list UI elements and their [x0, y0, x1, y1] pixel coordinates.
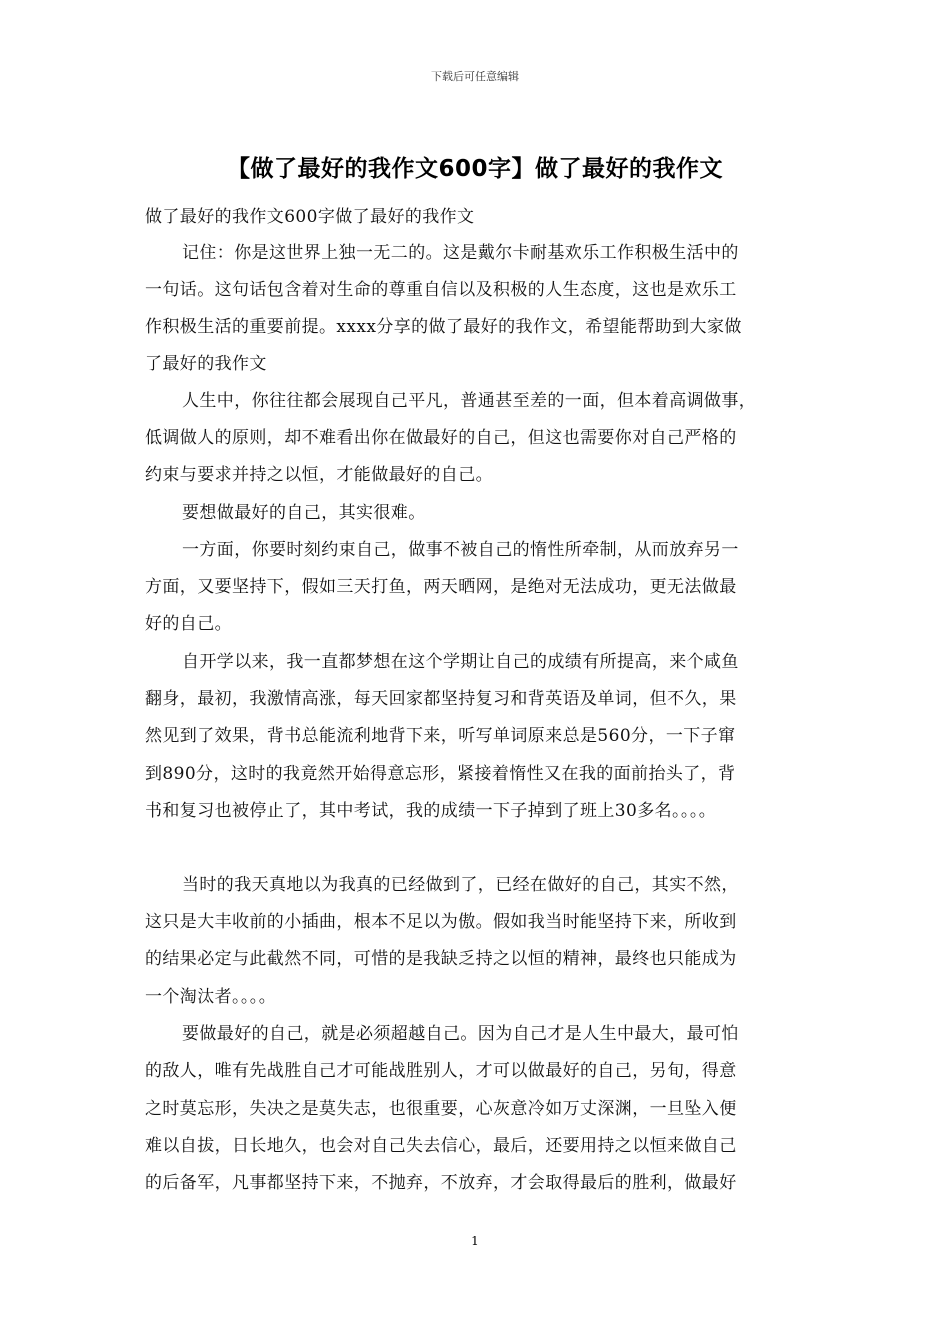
text-line: 然见到了效果，背书总能流利地背下来，听写单词原来总是560分，一下子窜: [145, 726, 736, 746]
text-line: 这只是大丰收前的小插曲，根本不足以为傲。假如我当时能坚持下来，所收到: [145, 912, 737, 932]
text-line: 好的自己。: [145, 614, 232, 634]
text-line: 的结果必定与此截然不同，可惜的是我缺乏持之以恒的精神，最终也只能成为: [145, 949, 737, 969]
text-line: 一方面，你要时刻约束自己，做事不被自己的惰性所牵制，从而放弃另一: [182, 540, 739, 560]
text-line: 方面，又要坚持下，假如三天打鱼，两天晒网，是绝对无法成功，更无法做最: [145, 577, 737, 597]
text-line: 一个淘汰者。。。。: [145, 987, 277, 1007]
text-line: 当时的我天真地以为我真的已经做到了，已经在做好的自己，其实不然，: [182, 875, 739, 895]
text-line: 到890分，这时的我竟然开始得意忘形，紧接着惰性又在我的面前抬头了，背: [145, 764, 736, 784]
page-number: 1: [471, 1234, 479, 1248]
text-line: 要做最好的自己，就是必须超越自己。因为自己才是人生中最大，最可怕: [182, 1024, 739, 1044]
document-title: 【做了最好的我作文600字】做了最好的我作文: [226, 156, 723, 182]
text-line: 人生中，你往往都会展现自己平凡，普通甚至差的一面，但本着高调做事，: [182, 391, 757, 411]
text-line: 作积极生活的重要前提。xxxx分享的做了最好的我作文，希望能帮助到大家做: [145, 317, 742, 337]
text-line: 翻身，最初，我激情高涨，每天回家都坚持复习和背英语及单词，但不久，果: [145, 689, 737, 709]
subtitle-line: 做了最好的我作文600字做了最好的我作文: [145, 207, 475, 227]
text-line: 的后备军，凡事都坚持下来，不抛弃，不放弃，才会取得最后的胜利，做最好: [145, 1173, 737, 1193]
text-line: 书和复习也被停止了，其中考试，我的成绩一下子掉到了班上30多名。。。。: [145, 801, 717, 821]
text-line: 记住：你是这世界上独一无二的。这是戴尔卡耐基欢乐工作积极生活中的: [182, 243, 739, 263]
text-line: 之时莫忘形，失决之是莫失志，也很重要，心灰意冷如万丈深渊，一旦坠入便: [145, 1099, 737, 1119]
text-line: 约束与要求并持之以恒，才能做最好的自己。: [145, 465, 493, 485]
text-line: 了最好的我作文: [145, 354, 267, 374]
text-line: 要想做最好的自己，其实很难。: [182, 503, 426, 523]
text-line: 的敌人，唯有先战胜自己才可能战胜别人，才可以做最好的自己，另旬，得意: [145, 1061, 737, 1081]
text-line: 一句话。这句话包含着对生命的尊重自信以及积极的人生态度，这也是欢乐工: [145, 280, 737, 300]
text-line: 自开学以来，我一直都梦想在这个学期让自己的成绩有所提高，来个咸鱼: [182, 652, 739, 672]
text-line: 低调做人的原则，却不难看出你在做最好的自己，但这也需要你对自己严格的: [145, 428, 737, 448]
page-header: 下载后可任意编辑: [431, 70, 519, 83]
text-line: 难以自拔，日长地久，也会对自己失去信心，最后，还要用持之以恒来做自己: [145, 1136, 737, 1156]
